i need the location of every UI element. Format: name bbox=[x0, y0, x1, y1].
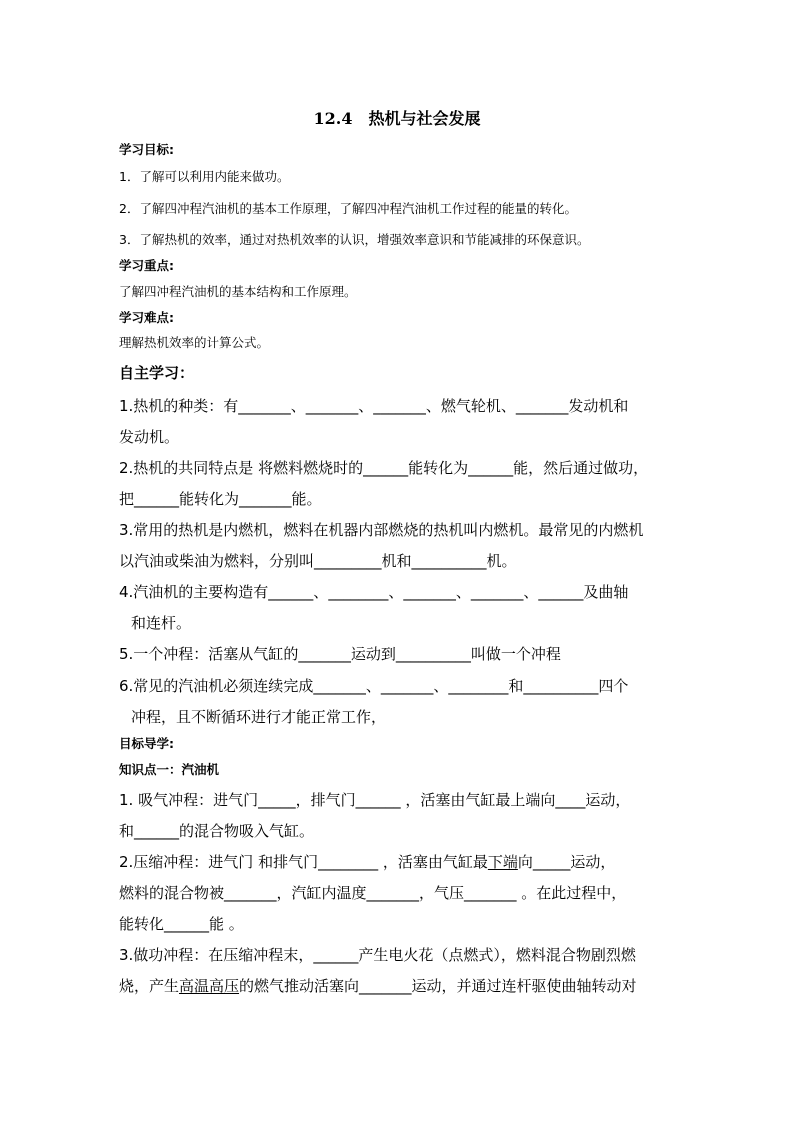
self-study-line-2: 发动机。 bbox=[119, 428, 180, 446]
key-points-heading: 学习重点: bbox=[119, 258, 174, 273]
self-study-line-1: 1.热机的种类：有_______、_______、_______、燃气轮机、_______发动机和 bbox=[119, 397, 629, 415]
self-study-line-4: 把______能转化为_______能。 bbox=[119, 490, 322, 508]
self-study-line-5: 3.常用的热机是内燃机，燃料在机器内部燃烧的热机叫内燃机。最常见的内燃机 bbox=[119, 521, 644, 539]
goal-item-2: 2．了解四冲程汽油机的基本工作原理，了解四冲程汽油机工作过程的能量的转化。 bbox=[119, 201, 577, 216]
self-study-line-6: 以汽油或柴油为燃料，分别叫_________机和__________机。 bbox=[119, 552, 517, 570]
power-suffix: 的燃气推动活塞向_______运动，并通过连杆驱使曲轴转动对 bbox=[239, 977, 637, 995]
guided-line-2: 和______的混合物吸入气缸。 bbox=[119, 822, 315, 840]
difficulties-heading: 学习难点: bbox=[119, 310, 174, 325]
self-study-line-10: 6.常见的汽油机必须连续完成_______、_______、________和__________四个 bbox=[119, 677, 629, 695]
guided-line-3: 燃料的混合物被_______，汽缸内温度_______，气压_______ 。在此过程中， bbox=[119, 884, 627, 902]
goal-item-3: 3．了解热机的效率，通过对热机效率的认识，增强效率意识和节能减排的环保意识。 bbox=[119, 232, 590, 247]
guided-heading: 目标导学: bbox=[119, 736, 174, 751]
guided-line-5: 3.做功冲程：在压缩冲程末，______产生电火花（点燃式），燃料混合物剧烈燃 bbox=[119, 946, 636, 964]
guided-line-1: 1. 吸气冲程：进气门_____，排气门______ ，活塞由气缸最上端向____运动， bbox=[119, 791, 631, 809]
self-study-line-11: 冲程，且不断循环进行才能正常工作， bbox=[131, 708, 387, 726]
compression-suffix: 向_____运动， bbox=[517, 853, 616, 871]
guided-line-4: 能转化______能 。 bbox=[119, 915, 244, 933]
power-prefix: 烧，产生 bbox=[119, 977, 180, 995]
self-study-line-3: 2.热机的共同特点是 将燃料燃烧时的______能转化为______能，然后通过做功， bbox=[119, 459, 649, 477]
key-points-text: 了解四冲程汽油机的基本结构和工作原理。 bbox=[119, 284, 357, 299]
page-title: 12.4 热机与社会发展 bbox=[313, 109, 481, 128]
goals-heading: 学习目标: bbox=[119, 142, 174, 157]
power-underlined: 高温高压 bbox=[179, 977, 240, 995]
self-study-line-8: 和连杆。 bbox=[131, 614, 192, 632]
guided-line-compression bbox=[119, 851, 615, 872]
compression-prefix: 2.压缩冲程：进气门 和排气门________ ，活塞由气缸最 bbox=[119, 853, 488, 871]
self-study-heading: 自主学习： bbox=[119, 364, 195, 382]
self-study-line-9: 5.一个冲程：活塞从气缸的_______运动到__________叫做一个冲程 bbox=[119, 645, 561, 663]
goal-item-1: 1．了解可以利用内能来做功。 bbox=[119, 169, 290, 184]
compression-underlined: 下端 bbox=[487, 853, 518, 871]
guided-line-power bbox=[119, 975, 637, 996]
self-study-line-7: 4.汽油机的主要构造有______、________、_______、_______、______及曲轴 bbox=[119, 583, 629, 601]
difficulties-text: 理解热机效率的计算公式。 bbox=[119, 335, 270, 350]
guided-subheading: 知识点一：汽油机 bbox=[119, 762, 220, 777]
